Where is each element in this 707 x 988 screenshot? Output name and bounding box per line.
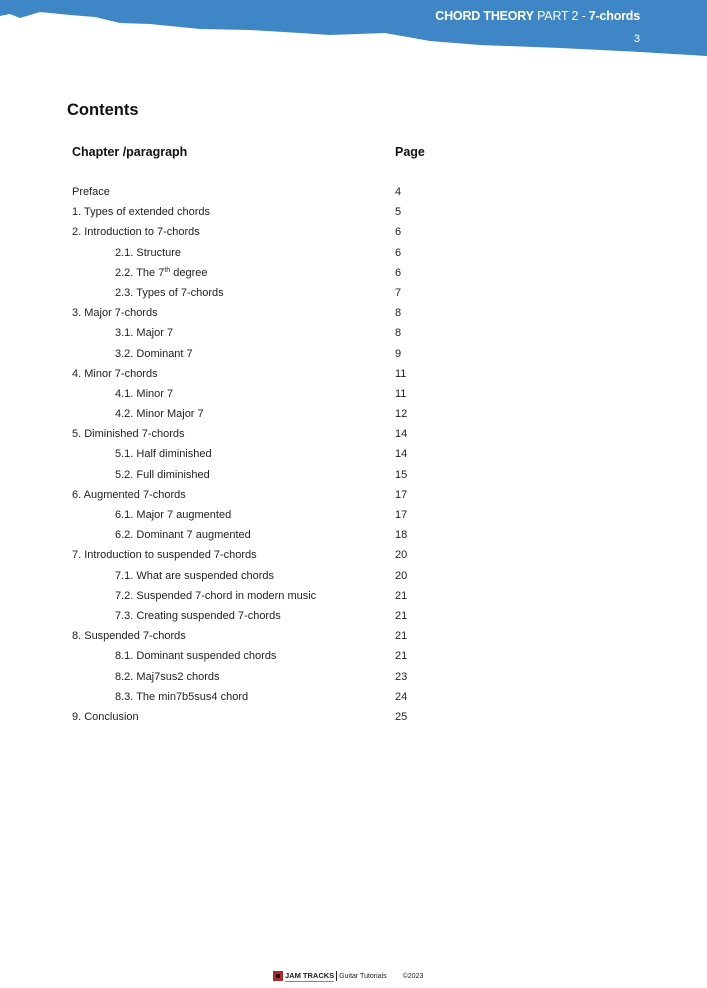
toc-entry-chapter-6[interactable]: 6. Augmented 7-chords 17 [72, 488, 408, 501]
toc-entry-7-3[interactable]: 7.3. Creating suspended 7-chords 21 [115, 609, 408, 622]
footer-copyright: ©2023 [402, 972, 424, 980]
toc-entry-chapter-3[interactable]: 3. Major 7-chords 8 [72, 307, 402, 320]
title-main: CHORD THEORY [435, 9, 534, 23]
toc-entry-2-2[interactable]: 2.2. The 7th degree 6 [115, 266, 402, 279]
toc-entry-chapter-4[interactable]: 4. Minor 7-chords 11 [72, 367, 407, 380]
toc-entry-preface[interactable]: Preface 4 [72, 186, 402, 198]
page-number: 3 [633, 33, 640, 45]
toc-entry-8-1[interactable]: 8.1. Dominant suspended chords 21 [115, 650, 408, 663]
page-column-header: Page [395, 145, 425, 159]
toc-entry-5-2[interactable]: 5.2. Full diminished 15 [115, 468, 408, 481]
contents-heading: Contents [67, 101, 139, 119]
toc-entry-7-2[interactable]: 7.2. Suspended 7-chord in modern music 21 [115, 589, 408, 602]
footer-tagline: Guitar Tutorials [339, 972, 387, 980]
toc-entry-3-1[interactable]: 3.1. Major 7 8 [115, 327, 402, 340]
toc-entry-2-3[interactable]: 2.3. Types of 7-chords 7 [115, 286, 402, 299]
toc-entry-8-2[interactable]: 8.2. Maj7sus2 chords 23 [115, 670, 408, 683]
toc-entry-chapter-5[interactable]: 5. Diminished 7-chords 14 [72, 428, 408, 441]
toc-entry-chapter-2[interactable]: 2. Introduction to 7-chords 6 [72, 226, 402, 239]
toc-entry-8-3[interactable]: 8.3. The min7b5sus4 chord 24 [115, 690, 408, 703]
toc-entry-5-1[interactable]: 5.1. Half diminished 14 [115, 448, 408, 461]
footer-brand: JAM TRACKS [285, 970, 335, 980]
toc-entry-7-1[interactable]: 7.1. What are suspended chords 20 [115, 569, 408, 582]
chapter-column-header: Chapter /paragraph [72, 145, 188, 159]
toc-entry-6-2[interactable]: 6.2. Dominant 7 augmented 18 [115, 529, 408, 542]
jam-tracks-logo-icon [273, 971, 283, 981]
toc-entry-chapter-8[interactable]: 8. Suspended 7-chords 21 [72, 630, 408, 643]
footer [273, 968, 423, 984]
table-of-contents [0, 182, 707, 727]
title-sub: 7-chords [588, 9, 640, 23]
toc-entry-3-2[interactable]: 3.2. Dominant 7 9 [115, 347, 402, 360]
toc-entry-chapter-1[interactable]: 1. Types of extended chords 5 [72, 206, 402, 219]
toc-entry-6-1[interactable]: 6.1. Major 7 augmented 17 [115, 509, 408, 521]
toc-entry-4-1[interactable]: 4.1. Minor 7 11 [115, 387, 407, 400]
toc-entry-chapter-7[interactable]: 7. Introduction to suspended 7-chords 20 [72, 549, 408, 562]
toc-entry-4-2[interactable]: 4.2. Minor Major 7 12 [115, 408, 408, 421]
title-part: PART 2 - [537, 9, 589, 23]
toc-entry-chapter-9[interactable]: 9. Conclusion 25 [72, 710, 408, 723]
document-title [435, 9, 640, 23]
footer-divider [336, 971, 337, 981]
toc-entry-2-1[interactable]: 2.1. Structure 6 [115, 246, 402, 259]
